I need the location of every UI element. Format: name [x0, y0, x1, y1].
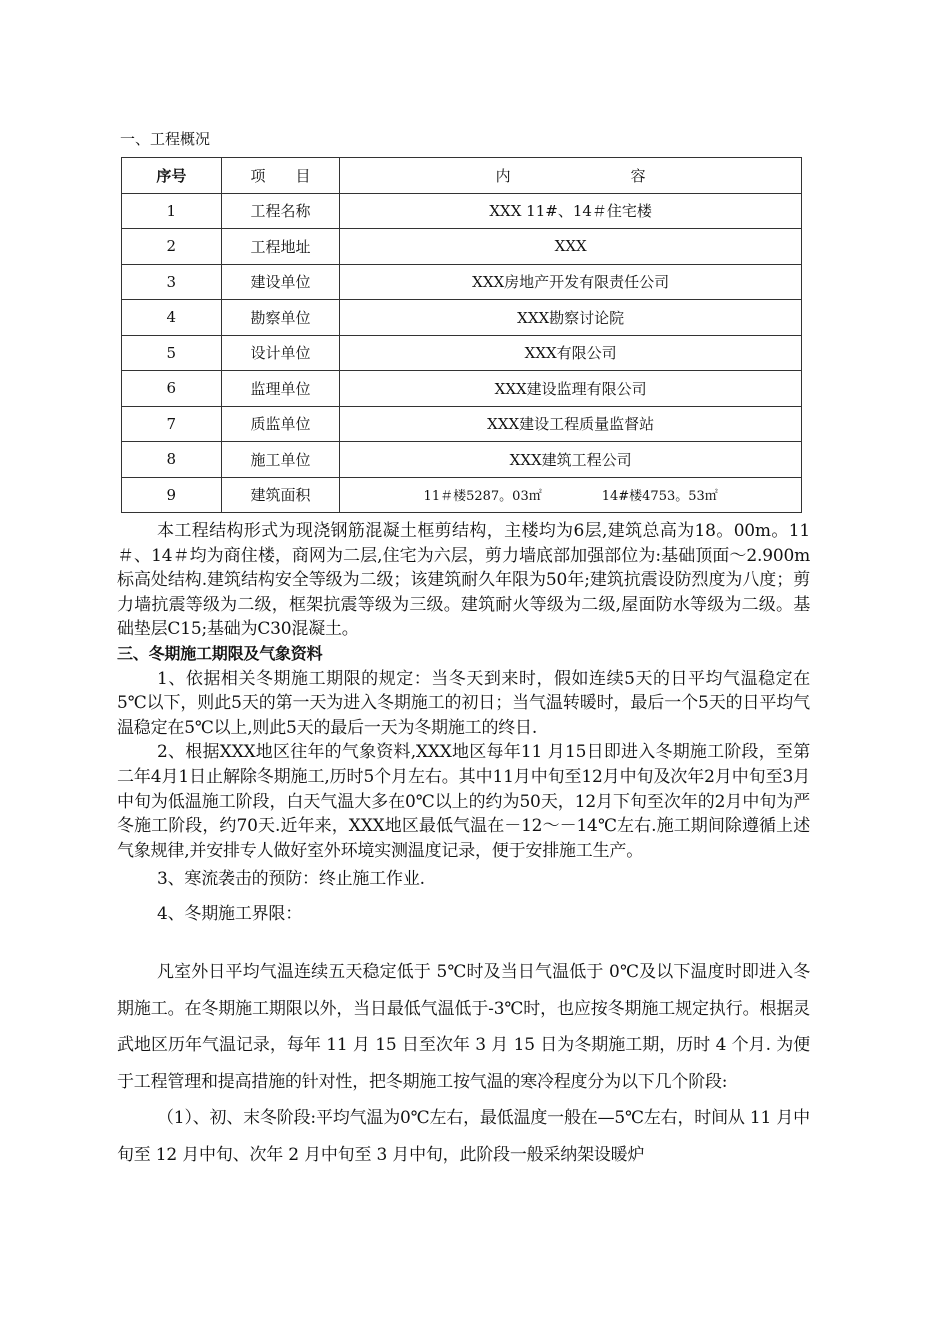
cell-content: XXX建设工程质量监督站 — [340, 406, 802, 442]
cell-item: 勘察单位 — [221, 300, 340, 336]
cell-content: XXX有限公司 — [340, 335, 802, 371]
table-row — [122, 335, 802, 371]
cell-no: 9 — [122, 477, 222, 513]
cell-no: 2 — [122, 229, 222, 265]
body-text-block — [117, 519, 810, 927]
cell-item: 建设单位 — [221, 264, 340, 300]
project-overview-table — [121, 157, 802, 513]
cell-item: 监理单位 — [221, 371, 340, 407]
paragraph-4: 4、冬期施工界限： — [157, 903, 303, 924]
cell-content: XXX勘察讨论院 — [340, 300, 802, 336]
cell-no: 5 — [122, 335, 222, 371]
body-text-block-2 — [117, 954, 810, 1174]
cell-no: 1 — [122, 193, 222, 229]
table-row — [122, 406, 802, 442]
paragraph-1: 1、依据相关冬期施工期限的规定：当冬天到来时，假如连续5天的日平均气温稳定在5℃以下，则此5天的第一天为进入冬期施工的初日；当气温转暖时，最后一个5天的日平均气温稳定在5℃以上,则此5天的最后一天为冬期施工的终日. — [117, 668, 810, 738]
paragraph-6: （1）、初、末冬阶段:平均气温为0℃左右，最低温度一般在—5℃左右，时间从 11 月中旬至 12 月中旬、次年 2 月中旬至 3 月中旬，此阶段一般采纳架设暖炉 — [117, 1108, 810, 1165]
cell-item: 工程名称 — [221, 193, 340, 229]
paragraph-2: 2、根据XXX地区往年的气象资料,XXX地区每年11 月15日即进入冬期施工阶段，至第二年4月1日止解除冬期施工,历时5个月左右。其中11月中旬至12月中旬及次年2月中旬至3月中旬为低温施工阶段，白天气温大多在0℃以上的约为50天，12月下旬至次年的2月中旬为严冬施工阶段，约70天.近年来，XXX地区最低气温在－12～－14℃左右.施工期间除遵循上述气象规律,并安排专人做好室外环境实测温度记录，便于安排施工生产。 — [117, 742, 810, 861]
section-title-winter: 三、冬期施工期限及气象资料 — [117, 643, 323, 663]
table-header-row — [122, 158, 802, 194]
cell-content: XXX 11#、14＃住宅楼 — [340, 193, 802, 229]
paragraph-3: 3、寒流袭击的预防：终止施工作业. — [157, 869, 425, 890]
cell-content: XXX建设监理有限公司 — [340, 371, 802, 407]
table-row — [122, 442, 802, 478]
table-row — [122, 300, 802, 336]
cell-item: 质监单位 — [221, 406, 340, 442]
area-building-11: 11＃楼5287。03㎡ — [423, 489, 542, 505]
header-no: 序号 — [122, 158, 222, 194]
table-row-area — [122, 477, 802, 513]
cell-item: 建筑面积 — [221, 477, 340, 513]
table-row — [122, 193, 802, 229]
cell-content: XXX — [340, 229, 802, 265]
section-title-overview: 一、工程概况 — [120, 130, 211, 148]
cell-item: 设计单位 — [221, 335, 340, 371]
header-content: 内 容 — [340, 158, 802, 194]
cell-content: XXX房地产开发有限责任公司 — [340, 264, 802, 300]
header-item: 项 目 — [221, 158, 340, 194]
cell-item: 施工单位 — [221, 442, 340, 478]
cell-item: 工程地址 — [221, 229, 340, 265]
table-row — [122, 264, 802, 300]
cell-no: 7 — [122, 406, 222, 442]
paragraph-5: 凡室外日平均气温连续五天稳定低于 5℃时及当日气温低于 0℃及以下温度时即进入冬期施工。在冬期施工期限以外，当日最低气温低于-3℃时，也应按冬期施工规定执行。根据灵武地区历年气温记录，每年 11 月 15 日至次年 3 月 15 日为冬期施工期，历时 4 个月. 为便于工程管理和提高措施的针对性，把冬期施工按气温的寒冷程度分为以下几个阶段: — [117, 962, 810, 1092]
cell-content: XXX建筑工程公司 — [340, 442, 802, 478]
table-row — [122, 229, 802, 265]
area-building-14: 14#楼4753。53㎡ — [601, 489, 718, 505]
cell-content-area — [340, 477, 802, 513]
cell-no: 6 — [122, 371, 222, 407]
cell-no: 3 — [122, 264, 222, 300]
cell-no: 8 — [122, 442, 222, 478]
table-row — [122, 371, 802, 407]
paragraph-structure: 本工程结构形式为现浇钢筋混凝土框剪结构，主楼均为6层,建筑总高为18。00m。11＃、14＃均为商住楼，商网为二层,住宅为六层，剪力墙底部加强部位为:基础顶面～2.900m标高处结构.建筑结构安全等级为二级；该建筑耐久年限为50年;建筑抗震设防烈度为八度；剪力墙抗震等级为二级，框架抗震等级为三级。建筑耐火等级为二级,屋面防水等级为二级。基础垫层C15;基础为C30混凝土。 — [117, 521, 810, 640]
cell-no: 4 — [122, 300, 222, 336]
